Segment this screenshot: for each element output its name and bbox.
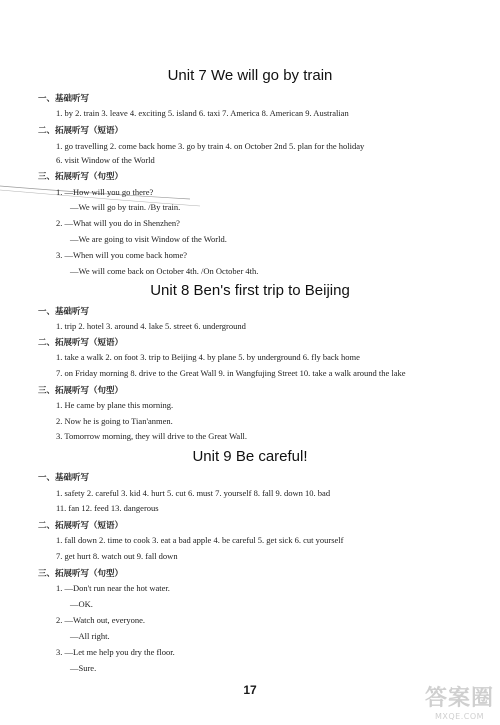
unit-9-sentence-line: —All right.: [70, 631, 110, 641]
unit-9-sentence-line: 2. —Watch out, everyone.: [56, 615, 146, 625]
unit-8-section-2-heading: 二、拓展听写（短语）: [38, 338, 124, 348]
unit-9-section-1-heading: 一、基础听写: [38, 473, 90, 483]
unit-8-sentence-line: 3. Tomorrow morning, they will drive to the Great Wall.: [56, 431, 248, 441]
unit-8-sentence-line: 2. Now he is going to Tian'anmen.: [56, 416, 173, 426]
unit-9-sentence-line: 1. —Don't run near the hot water.: [56, 583, 170, 593]
unit-9-title: Unit 9 Be careful!: [192, 448, 308, 465]
unit-9-section-2-heading: 二、拓展听写（短语）: [38, 521, 124, 531]
unit-8-phrases-line: 1. take a walk 2. on foot 3. trip to Beijing 4. by plane 5. by underground 6. fly back home: [56, 352, 360, 362]
unit-8-section-3-heading: 三、拓展听写（句型）: [38, 386, 124, 396]
unit-7-section-3-heading: 三、拓展听写（句型）: [38, 172, 124, 182]
unit-7-sentence-line: 3. —When will you come back home?: [56, 250, 188, 260]
watermark-url: MXQE.COM: [434, 712, 485, 721]
page-number: 17: [243, 683, 257, 697]
unit-9-phrases-line: 7. get hurt 8. watch out 9. fall down: [56, 551, 178, 561]
unit-7-sentence-line: 1. —How will you go there?: [56, 187, 154, 197]
unit-9-words-line: 11. fan 12. feed 13. dangerous: [56, 503, 159, 513]
unit-9-section-3-heading: 三、拓展听写（句型）: [38, 569, 124, 579]
unit-7-phrases-line: 1. go travelling 2. come back home 3. go by train 4. on October 2nd 5. plan for the holiday: [56, 141, 365, 151]
unit-9-sentence-line: 3. —Let me help you dry the floor.: [56, 647, 175, 657]
unit-9-sentence-line: —Sure.: [70, 663, 97, 673]
unit-7-sentence-line: —We will come back on October 4th. /On October 4th.: [70, 266, 259, 276]
unit-7-section-2-heading: 二、拓展听写（短语）: [38, 126, 124, 136]
unit-7-title: Unit 7 We will go by train: [167, 67, 333, 84]
unit-7-sentence-line: —We are going to visit Window of the World.: [70, 234, 227, 244]
unit-8-words-line: 1. trip 2. hotel 3. around 4. lake 5. street 6. underground: [56, 321, 246, 331]
unit-9-phrases-line: 1. fall down 2. time to cook 3. eat a bad apple 4. be careful 5. get sick 6. cut yourself: [56, 535, 344, 545]
watermark: [425, 681, 494, 721]
watermark-logo-text: 答案圈: [424, 686, 494, 711]
unit-8-section-1-heading: 一、基础听写: [38, 307, 90, 317]
unit-9-words-line: 1. safety 2. careful 3. kid 4. hurt 5. cut 6. must 7. yourself 8. fall 9. down 10. bad: [56, 488, 331, 498]
unit-8-sentence-line: 1. He came by plane this morning.: [56, 400, 174, 410]
unit-7-sentence-line: 2. —What will you do in Shenzhen?: [56, 218, 180, 228]
unit-7-phrases-line: 6. visit Window of the World: [56, 155, 155, 165]
unit-7-words-line: 1. by 2. train 3. leave 4. exciting 5. island 6. taxi 7. America 8. American 9. Australian: [56, 108, 349, 118]
unit-7-section-1-heading: 一、基础听写: [38, 94, 90, 104]
unit-8-phrases-line: 7. on Friday morning 8. drive to the Great Wall 9. in Wangfujing Street 10. take a walk around the lake: [56, 368, 406, 378]
unit-7-sentence-line: —We will go by train. /By train.: [70, 202, 181, 212]
unit-9-sentence-line: —OK.: [70, 599, 93, 609]
unit-8-title: Unit 8 Ben's first trip to Beijing: [150, 282, 350, 299]
